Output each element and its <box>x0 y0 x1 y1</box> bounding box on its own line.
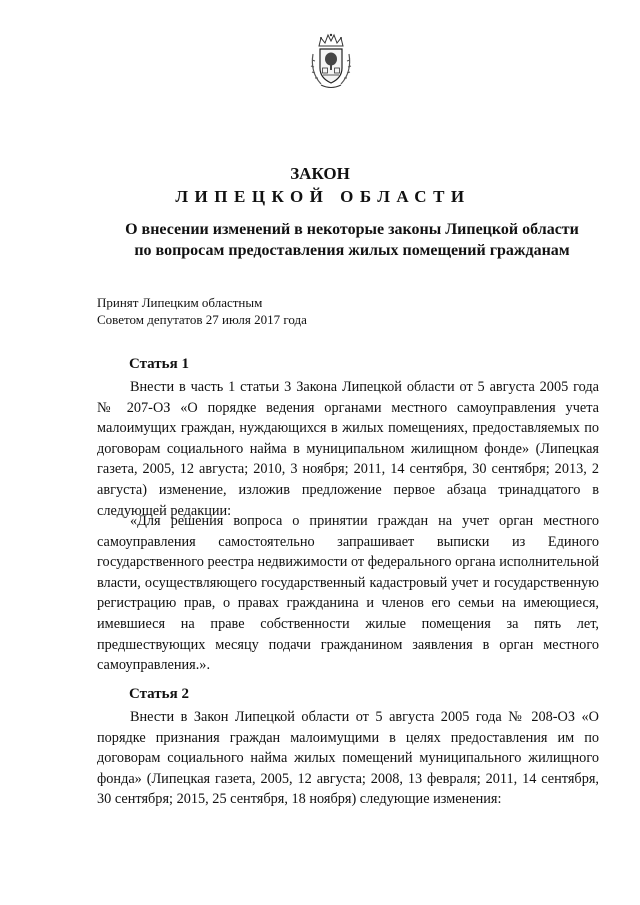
document-type-title: ЗАКОН <box>290 164 350 183</box>
law-subtitle: О внесении изменений в некоторые законы Липецкой области по вопросам предоставления жилых помещений гражданам <box>125 221 579 259</box>
article-1-paragraph-1: Внести в часть 1 статьи 3 Закона Липецкой области от 5 августа 2005 года № 207-ОЗ «О порядке ведения органами местного самоуправления учета малоимущих граждан, нуждающихся в жилых помещениях, предоставляемых по договорам социального найма в муниципальном жилищном фонде» (Липецкая газета, 2005, 12 августа; 2010, 3 ноября; 2011, 14 сентября, 30 сентября; 2013, 2 августа) изменение, изложив предложение первое абзаца тринадцатого в следующей редакции: <box>97 379 599 519</box>
article-2-heading: Статья 2 <box>129 686 189 702</box>
article-2-paragraph-1: Внести в Закон Липецкой области от 5 августа 2005 года № 208-ОЗ «О порядке признания граждан малоимущими в целях предоставления им по договорам социального найма жилых помещений муниципального жилищного фонда» (Липецкая газета, 2005, 12 августа; 2008, 13 февраля; 2011, 14 сентября, 30 сентября; 2015, 25 сентября, 18 ноября) следующие изменения: <box>97 709 599 808</box>
adoption-line-2: Советом депутатов 27 июля 2017 года <box>97 312 307 327</box>
article-1-heading: Статья 1 <box>129 356 189 372</box>
adoption-note <box>97 294 307 328</box>
region-title: ЛИПЕЦКОЙ ОБЛАСТИ <box>175 187 471 206</box>
adoption-line-1: Принят Липецким областным <box>97 295 263 310</box>
article-1-paragraph-2: «Для решения вопроса о принятии граждан на учет орган местного самоуправления самостоятельно запрашивает выписки из Единого государственного реестра недвижимости от федерального органа исполнительной власти, осуществляющего государственный кадастровый учет и государственную регистрацию прав, о правах гражданина и членов его семьи на имеющиеся, имевшиеся на праве собственности жилые помещения за пять лет, предшествующих месяцу подачи гражданином заявления в орган местного самоуправления.». <box>97 513 599 674</box>
coat-of-arms-icon <box>307 32 355 92</box>
